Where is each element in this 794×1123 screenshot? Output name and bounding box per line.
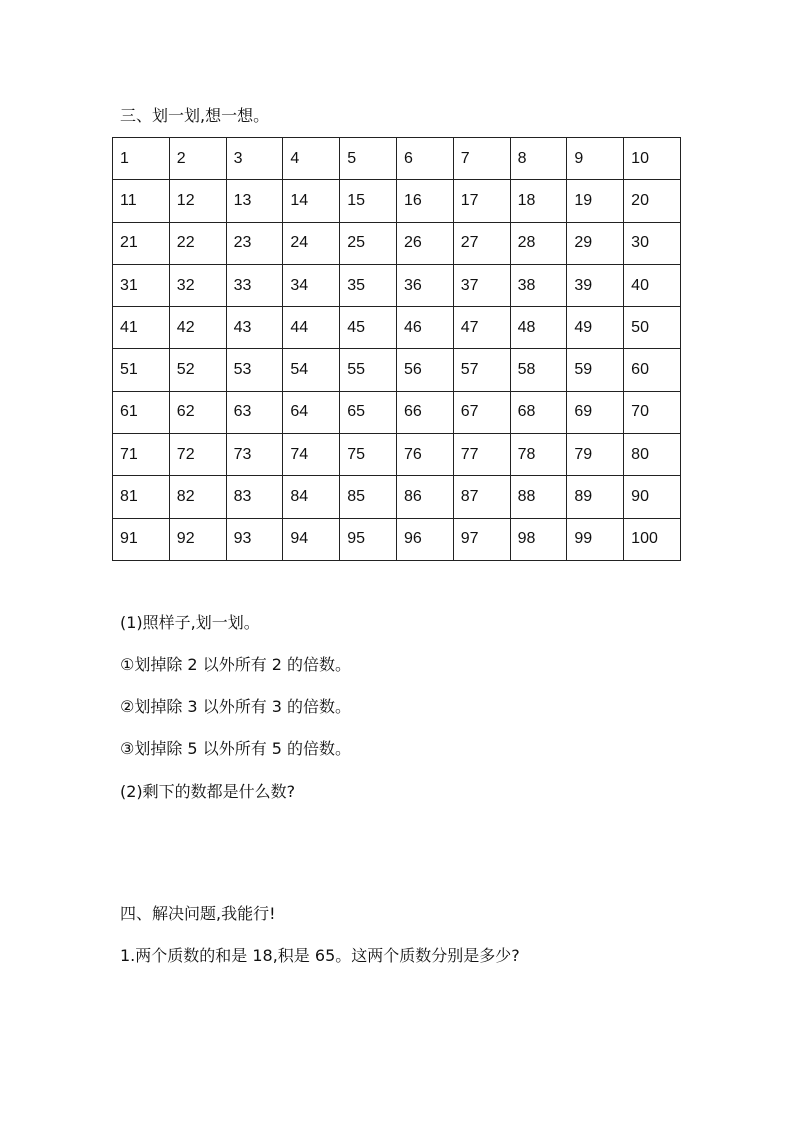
grid-cell: 92 — [169, 518, 226, 560]
grid-cell: 75 — [340, 434, 397, 476]
grid-cell: 32 — [169, 264, 226, 306]
step-1: ①划掉除 2 以外所有 2 的倍数。 — [120, 655, 352, 674]
grid-cell: 31 — [113, 264, 170, 306]
grid-cell: 12 — [169, 180, 226, 222]
grid-cell: 28 — [510, 222, 567, 264]
grid-cell: 6 — [396, 138, 453, 180]
grid-cell: 94 — [283, 518, 340, 560]
grid-row — [113, 476, 681, 518]
grid-cell: 81 — [113, 476, 170, 518]
grid-cell: 22 — [169, 222, 226, 264]
grid-cell: 15 — [340, 180, 397, 222]
grid-cell: 47 — [453, 307, 510, 349]
grid-cell: 62 — [169, 391, 226, 433]
grid-cell: 54 — [283, 349, 340, 391]
grid-cell: 20 — [624, 180, 681, 222]
grid-row — [113, 180, 681, 222]
grid-cell: 89 — [567, 476, 624, 518]
grid-cell: 73 — [226, 434, 283, 476]
grid-cell: 96 — [396, 518, 453, 560]
grid-cell: 71 — [113, 434, 170, 476]
grid-cell: 90 — [624, 476, 681, 518]
grid-cell: 57 — [453, 349, 510, 391]
grid-cell: 35 — [340, 264, 397, 306]
grid-cell: 33 — [226, 264, 283, 306]
grid-cell: 74 — [283, 434, 340, 476]
grid-row — [113, 391, 681, 433]
grid-cell: 56 — [396, 349, 453, 391]
grid-cell: 87 — [453, 476, 510, 518]
grid-cell: 45 — [340, 307, 397, 349]
grid-cell: 77 — [453, 434, 510, 476]
grid-cell: 53 — [226, 349, 283, 391]
grid-cell: 50 — [624, 307, 681, 349]
grid-cell: 21 — [113, 222, 170, 264]
grid-cell: 60 — [624, 349, 681, 391]
grid-cell: 26 — [396, 222, 453, 264]
grid-cell: 44 — [283, 307, 340, 349]
grid-cell: 7 — [453, 138, 510, 180]
grid-cell: 24 — [283, 222, 340, 264]
grid-cell: 84 — [283, 476, 340, 518]
grid-row — [113, 138, 681, 180]
grid-cell: 93 — [226, 518, 283, 560]
grid-cell: 98 — [510, 518, 567, 560]
section-4-title: 四、解决问题,我能行! — [120, 904, 276, 923]
grid-cell: 11 — [113, 180, 170, 222]
grid-cell: 4 — [283, 138, 340, 180]
grid-cell: 72 — [169, 434, 226, 476]
grid-cell: 91 — [113, 518, 170, 560]
grid-cell: 63 — [226, 391, 283, 433]
grid-cell: 67 — [453, 391, 510, 433]
number-grid-body — [113, 138, 681, 561]
grid-cell: 34 — [283, 264, 340, 306]
grid-row — [113, 307, 681, 349]
grid-cell: 70 — [624, 391, 681, 433]
grid-cell: 43 — [226, 307, 283, 349]
grid-cell: 88 — [510, 476, 567, 518]
grid-cell: 83 — [226, 476, 283, 518]
grid-cell: 64 — [283, 391, 340, 433]
grid-cell: 97 — [453, 518, 510, 560]
grid-cell: 17 — [453, 180, 510, 222]
grid-cell: 59 — [567, 349, 624, 391]
grid-row — [113, 222, 681, 264]
grid-cell: 66 — [396, 391, 453, 433]
grid-cell: 5 — [340, 138, 397, 180]
grid-cell: 46 — [396, 307, 453, 349]
grid-cell: 13 — [226, 180, 283, 222]
step-3: ③划掉除 5 以外所有 5 的倍数。 — [120, 739, 352, 758]
grid-cell: 14 — [283, 180, 340, 222]
grid-row — [113, 518, 681, 560]
grid-cell: 79 — [567, 434, 624, 476]
grid-cell: 40 — [624, 264, 681, 306]
grid-cell: 29 — [567, 222, 624, 264]
grid-cell: 55 — [340, 349, 397, 391]
grid-cell: 9 — [567, 138, 624, 180]
grid-cell: 86 — [396, 476, 453, 518]
problem-1: 1.两个质数的和是 18,积是 65。这两个质数分别是多少? — [120, 946, 520, 965]
grid-cell: 1 — [113, 138, 170, 180]
grid-cell: 39 — [567, 264, 624, 306]
grid-cell: 61 — [113, 391, 170, 433]
grid-cell: 51 — [113, 349, 170, 391]
grid-cell: 30 — [624, 222, 681, 264]
grid-cell: 100 — [624, 518, 681, 560]
grid-cell: 76 — [396, 434, 453, 476]
grid-cell: 2 — [169, 138, 226, 180]
grid-cell: 65 — [340, 391, 397, 433]
grid-cell: 82 — [169, 476, 226, 518]
grid-cell: 18 — [510, 180, 567, 222]
grid-cell: 25 — [340, 222, 397, 264]
grid-row — [113, 349, 681, 391]
grid-cell: 23 — [226, 222, 283, 264]
grid-cell: 19 — [567, 180, 624, 222]
grid-row — [113, 434, 681, 476]
section-3-title: 三、划一划,想一想。 — [120, 106, 270, 125]
question-1: (1)照样子,划一划。 — [120, 613, 260, 632]
step-2: ②划掉除 3 以外所有 3 的倍数。 — [120, 697, 352, 716]
grid-cell: 37 — [453, 264, 510, 306]
grid-cell: 38 — [510, 264, 567, 306]
grid-cell: 80 — [624, 434, 681, 476]
grid-cell: 42 — [169, 307, 226, 349]
grid-cell: 49 — [567, 307, 624, 349]
grid-row — [113, 264, 681, 306]
grid-cell: 58 — [510, 349, 567, 391]
grid-cell: 69 — [567, 391, 624, 433]
grid-cell: 68 — [510, 391, 567, 433]
grid-cell: 3 — [226, 138, 283, 180]
grid-cell: 16 — [396, 180, 453, 222]
number-grid — [112, 137, 681, 561]
grid-cell: 99 — [567, 518, 624, 560]
grid-cell: 8 — [510, 138, 567, 180]
grid-cell: 10 — [624, 138, 681, 180]
grid-cell: 41 — [113, 307, 170, 349]
grid-cell: 95 — [340, 518, 397, 560]
grid-cell: 52 — [169, 349, 226, 391]
grid-cell: 27 — [453, 222, 510, 264]
question-2: (2)剩下的数都是什么数? — [120, 782, 296, 801]
grid-cell: 85 — [340, 476, 397, 518]
grid-cell: 48 — [510, 307, 567, 349]
grid-cell: 36 — [396, 264, 453, 306]
grid-cell: 78 — [510, 434, 567, 476]
